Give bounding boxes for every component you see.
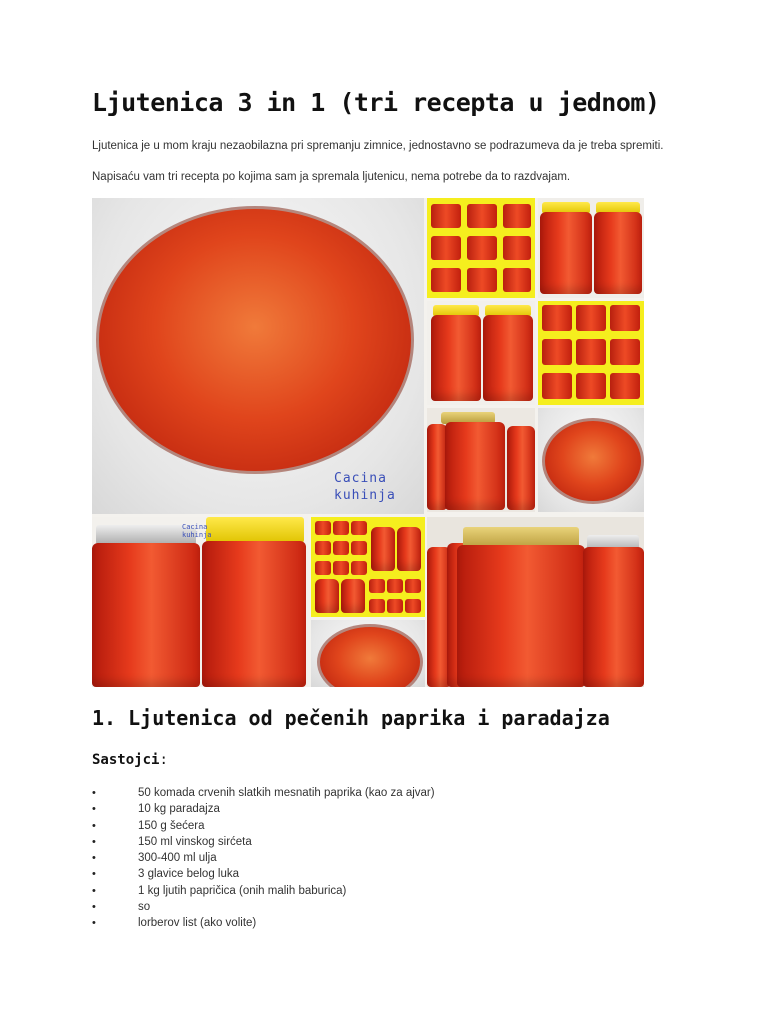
jars-photo-bottom-right: [427, 517, 644, 687]
two-jars-photo-middle: [427, 301, 535, 405]
ingredient-text: 150 g šećera: [138, 819, 205, 832]
watermark-small-line-1: Cacina: [182, 523, 208, 531]
ingredients-colon: :: [159, 752, 168, 768]
jar-grid-photo-middle: [538, 301, 644, 405]
ingredient-text: lorberov list (ako volite): [138, 917, 257, 930]
bullet-icon: •: [92, 819, 96, 832]
bullet-icon: •: [92, 901, 96, 914]
bullet-icon: •: [92, 868, 96, 881]
bullet-icon: •: [92, 803, 96, 816]
watermark-main-line-1: Cacina: [334, 471, 387, 486]
bullet-icon: •: [92, 917, 96, 930]
intro-paragraph-1: Ljutenica je u mom kraju nezaobilazna pri spremanju zimnice, jednostavno se podrazumeva da je treba spremiti.: [92, 140, 664, 152]
bullet-icon: •: [92, 852, 96, 865]
relish-bowl-large: [96, 206, 414, 474]
list-item: [92, 785, 435, 801]
watermark-main: [334, 470, 396, 504]
two-jars-photo-bottom-left: [92, 517, 308, 687]
bullet-icon: •: [92, 884, 96, 897]
ingredient-text: 3 glavice belog luka: [138, 868, 240, 881]
list-item: [92, 899, 435, 915]
ingredients-subheading: [92, 752, 168, 768]
jars-row-photo: [427, 408, 535, 512]
ingredient-text: 50 komada crvenih slatkih mesnatih paprika (kao za ajvar): [138, 787, 435, 799]
list-item: [92, 915, 435, 931]
ingredients-list: [92, 785, 435, 932]
bullet-icon: •: [92, 835, 96, 848]
jar-grid-photo-bottom: [311, 517, 425, 617]
watermark-small-line-2: kuhinja: [182, 531, 212, 539]
watermark-small: [182, 523, 212, 539]
list-item: [92, 866, 435, 882]
ingredient-text: 300-400 ml ulja: [138, 852, 217, 865]
ingredients-label: Sastojci: [92, 752, 160, 768]
watermark-main-line-2: kuhinja: [334, 488, 396, 503]
section-heading-recipe-1: 1. Ljutenica od pečenih paprika i paradajza: [92, 706, 610, 730]
ingredient-text: 1 kg ljutih papričica (onih malih baburica): [138, 884, 347, 897]
intro-paragraph-2: Napisaću vam tri recepta po kojima sam ja spremala ljutenicu, nema potrebe da to razdvajam.: [92, 171, 571, 183]
ingredient-text: so: [138, 901, 151, 914]
bowl-photo-large: [92, 198, 424, 514]
ingredient-text: 150 ml vinskog sirćeta: [138, 835, 252, 848]
list-item: [92, 801, 435, 817]
ljutenica-photo-collage: [92, 198, 644, 687]
two-jars-photo-top: [538, 198, 644, 298]
list-item: [92, 818, 435, 834]
list-item: [92, 883, 435, 899]
list-item: [92, 850, 435, 866]
bowl-photo-bottom: [311, 620, 425, 687]
ingredient-text: 10 kg paradajza: [138, 803, 220, 816]
bowl-photo-small: [538, 408, 644, 512]
bullet-icon: •: [92, 787, 96, 799]
jar-grid-photo-top: [427, 198, 535, 298]
page-title: Ljutenica 3 in 1 (tri recepta u jednom): [92, 88, 660, 117]
list-item: [92, 834, 435, 850]
